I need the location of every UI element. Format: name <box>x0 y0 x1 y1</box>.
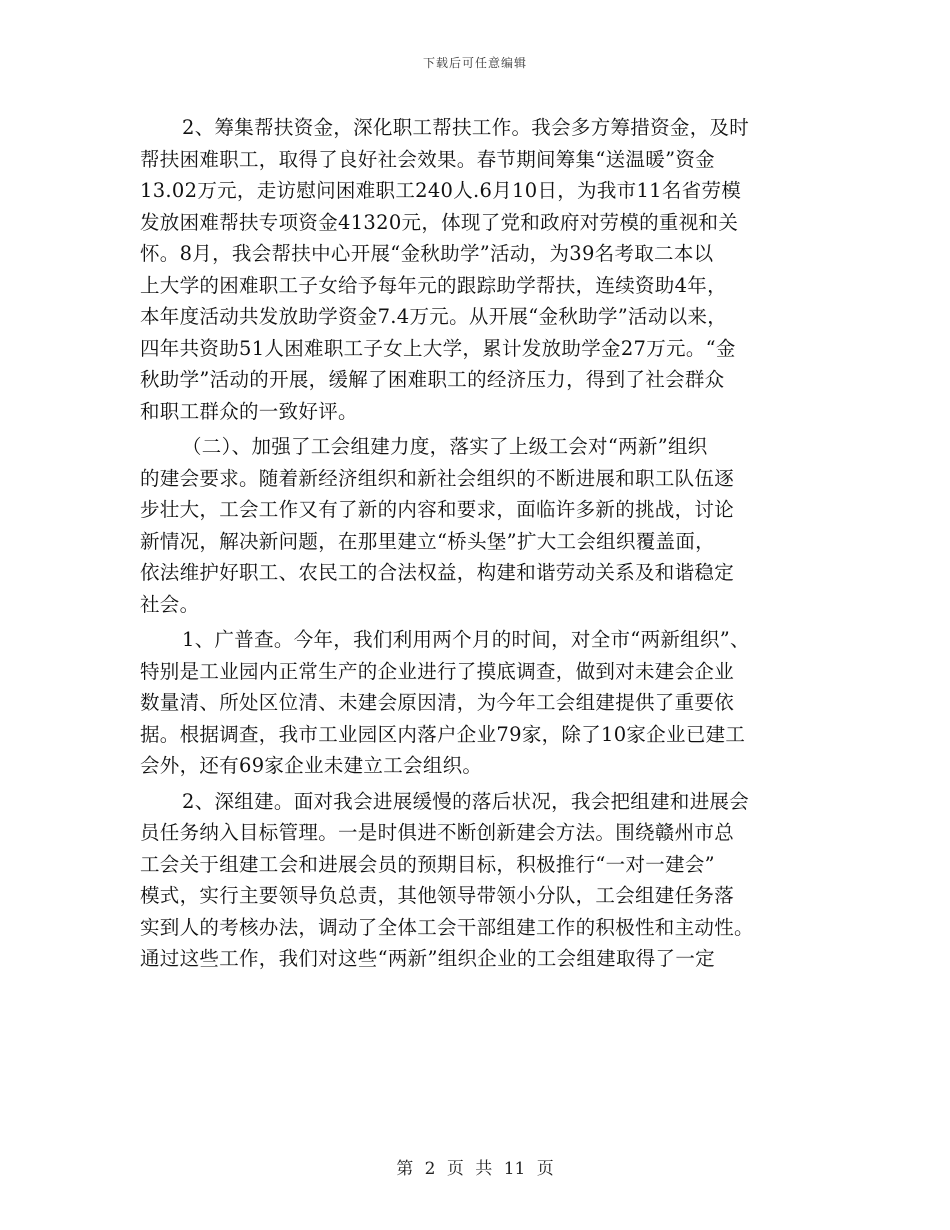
paragraph-line: 据。根据调查，我市工业园区内落户企业79家，除了10家企业已建工 <box>140 722 746 746</box>
paragraph-line: 步壮大，工会工作又有了新的内容和要求，面临许多新的挑战，讨论 <box>140 498 735 521</box>
paragraph-line: 的建会要求。随着新经济组织和新社会组织的不断进展和职工队伍逐 <box>140 466 735 490</box>
paragraph-line: 发放困难帮扶专项资金41320元，体现了党和政府对劳模的重视和关 <box>140 210 739 234</box>
paragraph-line: 1、广普查。今年，我们利用两个月的时间，对全市“两新组织”、 <box>182 628 750 651</box>
paragraph-line: 工会关于组建工会和进展会员的预期目标，积极推行“一对一建会” <box>140 852 715 876</box>
paragraph-line: 和职工群众的一致好评。 <box>140 399 358 423</box>
paragraph-line: 数量清、所处区位清、未建会原因清，为今年工会组建提供了重要依 <box>140 691 735 714</box>
paragraph-line: 四年共资助51人困难职工子女上大学，累计发放助学金27万元。“金 <box>140 336 736 360</box>
paragraph-line: 会外，还有69家企业未建立工会组织。 <box>140 754 483 777</box>
page-number-footer: 第 2 页 共 11 页 <box>396 1159 554 1179</box>
paragraph-line: 模式，实行主要领导负总责，其他领导带领小分队，工会组建任务落 <box>140 884 735 907</box>
paragraph-line: 社会。 <box>140 592 200 616</box>
paragraph-line: 员任务纳入目标管理。一是时俱进不断创新建会方法。围绕赣州市总 <box>140 821 735 844</box>
paragraph-line: 本年度活动共发放助学资金7.4万元。从开展“金秋助学”活动以来， <box>140 305 728 328</box>
paragraph-line: 实到人的考核办法，调动了全体工会干部组建工作的积极性和主动性。 <box>140 915 754 939</box>
paragraph-line: 2、深组建。面对我会进展缓慢的落后状况，我会把组建和进展会 <box>182 789 750 813</box>
paragraph-line: 上大学的困难职工子女给予每年元的跟踪助学帮扶，连续资助4年， <box>140 273 727 297</box>
page-header: 下载后可任意编辑 <box>422 56 527 70</box>
paragraph-line: 2、筹集帮扶资金，深化职工帮扶工作。我会多方筹措资金，及时 <box>182 116 750 139</box>
paragraph-line: 帮扶困难职工，取得了良好社会效果。春节期间筹集“送温暖”资金 <box>140 147 715 171</box>
paragraph-line: 13.02万元，走访慰问困难职工240人.6月10日，为我市11名省劳模 <box>140 179 742 202</box>
paragraph-line: 秋助学”活动的开展，缓解了困难职工的经济压力，得到了社会群众 <box>140 368 725 391</box>
paragraph-line: 依法维护好职工、农民工的合法权益，构建和谐劳动关系及和谐稳定 <box>140 561 735 584</box>
paragraph-line: 新情况，解决新问题，在那里建立“桥头堡”扩大工会组织覆盖面， <box>140 529 715 553</box>
document-body <box>140 112 820 975</box>
paragraph-line: 通过这些工作，我们对这些“两新”组织企业的工会组建取得了一定 <box>140 947 715 970</box>
paragraph-line: （二）、加强了工会组建力度，落实了上级工会对“两新”组织 <box>182 435 708 458</box>
paragraph-line: 特别是工业园内正常生产的企业进行了摸底调查，做到对未建会企业 <box>140 659 735 683</box>
paragraph-line: 怀。8月，我会帮扶中心开展“金秋助学”活动，为39名考取二本以 <box>140 242 714 265</box>
